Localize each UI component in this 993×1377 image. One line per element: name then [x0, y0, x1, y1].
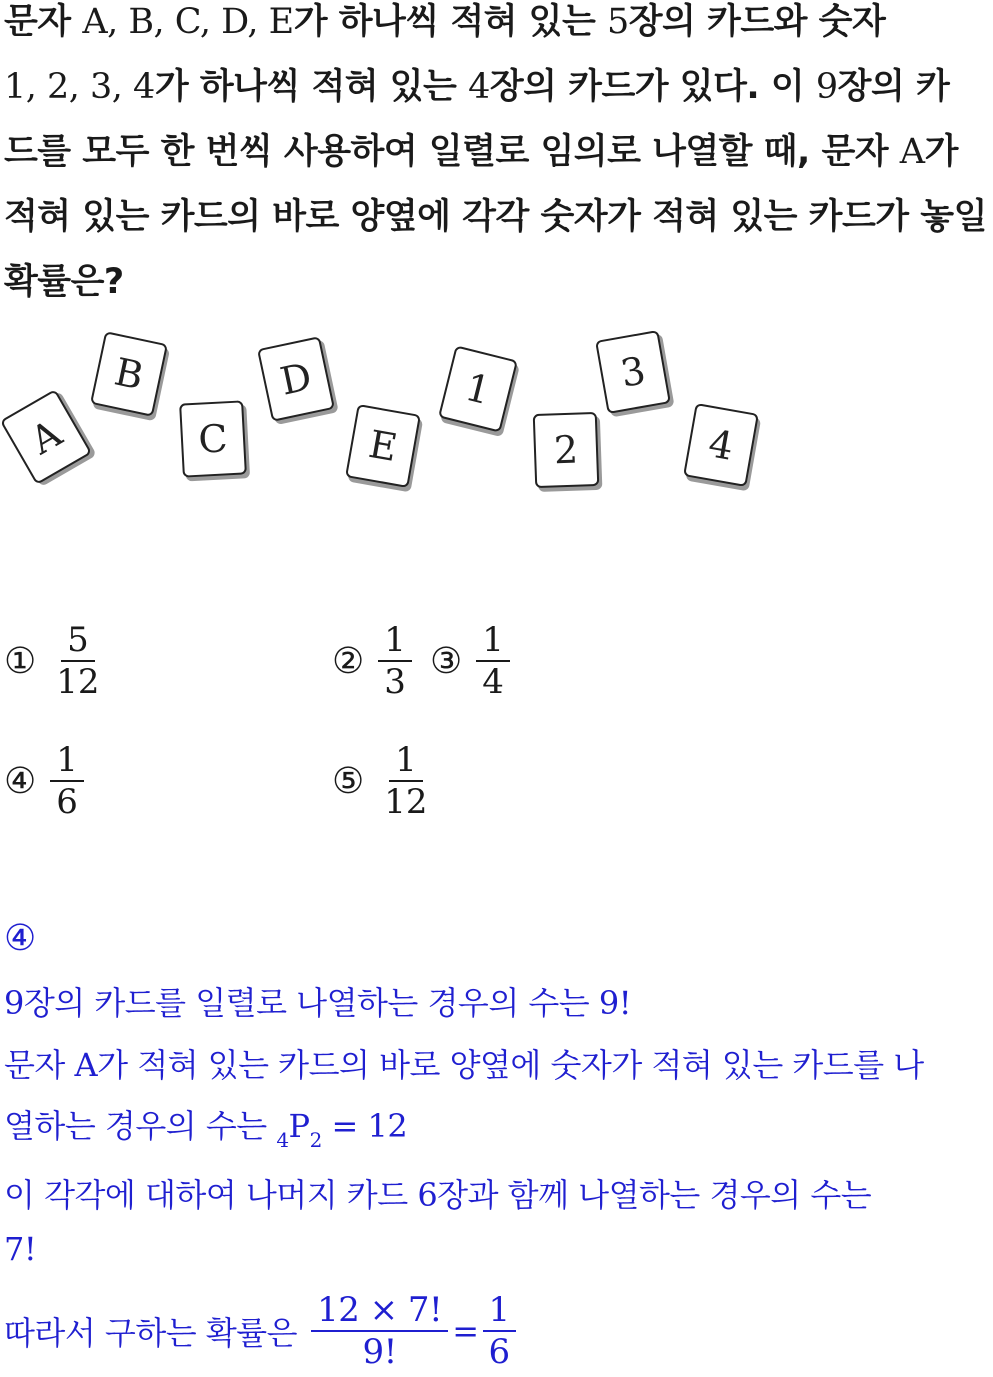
card-2: 2 — [533, 412, 600, 488]
solution-line-5: 7! — [4, 1230, 37, 1268]
choice-1[interactable] — [4, 620, 106, 702]
probability-result: $\frac{1}{6}$ — [483, 1290, 516, 1372]
solution-answer: ④ — [4, 918, 36, 959]
question-line-5: 확률은? — [4, 262, 124, 302]
card-e: E — [345, 404, 421, 488]
choice-number: ⑤ — [332, 760, 365, 802]
choice-3[interactable] — [430, 620, 510, 702]
solution-line-2: 문자 A가 적혀 있는 카드의 바로 양옆에 숫자가 적혀 있는 카드를 나 — [4, 1046, 924, 1084]
choice-fraction: $\frac{1}{6}$ — [50, 740, 84, 822]
choice-number: ② — [332, 640, 365, 682]
choice-number: ① — [4, 640, 37, 682]
card-4: 4 — [683, 403, 759, 487]
card-illustration — [0, 325, 993, 500]
card-d: D — [257, 336, 335, 422]
choice-fraction: $\frac{1}{3}$ — [378, 620, 412, 702]
solution-line-3: 열하는 경우의 수는 $_4P_2 = 12$ — [4, 1107, 408, 1152]
choice-fraction: $\frac{5}{12}$ — [56, 620, 100, 702]
card-c: C — [179, 400, 247, 477]
question-line-3: 드를 모두 한 번씩 사용하여 일렬로 임의로 나열할 때, 문자 A가 — [4, 132, 958, 172]
solution-line-1: 9장의 카드를 일렬로 나열하는 경우의 수는 9! — [4, 984, 632, 1022]
card-b: B — [90, 331, 168, 417]
choice-number: ④ — [4, 760, 37, 802]
choice-fraction: $\frac{1}{4}$ — [476, 620, 510, 702]
solution-line-4: 이 각각에 대하여 나머지 카드 6장과 함께 나열하는 경우의 수는 — [4, 1176, 872, 1214]
question-line-2: 1, 2, 3, 4가 하나씩 적혀 있는 4장의 카드가 있다. 이 9장의 카 — [4, 67, 950, 107]
question-line-1: 문자 A, B, C, D, E가 하나씩 적혀 있는 5장의 카드와 숫자 — [4, 2, 886, 42]
solution-line-6: 따라서 구하는 확률은 $\frac{12 \times 7!}{9!}$ = $\frac{1}{6}$ — [4, 1290, 516, 1372]
choice-number: ③ — [430, 640, 463, 682]
choice-4[interactable] — [4, 740, 84, 822]
choice-fraction: $\frac{1}{12}$ — [384, 740, 428, 822]
card-3: 3 — [595, 330, 671, 414]
card-a: A — [0, 389, 92, 485]
question-line-4: 적혀 있는 카드의 바로 양옆에 각각 숫자가 적혀 있는 카드가 놓일 — [4, 197, 987, 237]
probability-expression: $\frac{12 \times 7!}{9!}$ — [311, 1290, 448, 1372]
choice-5[interactable] — [332, 740, 434, 822]
choice-2[interactable] — [332, 620, 412, 702]
card-1: 1 — [438, 345, 518, 432]
